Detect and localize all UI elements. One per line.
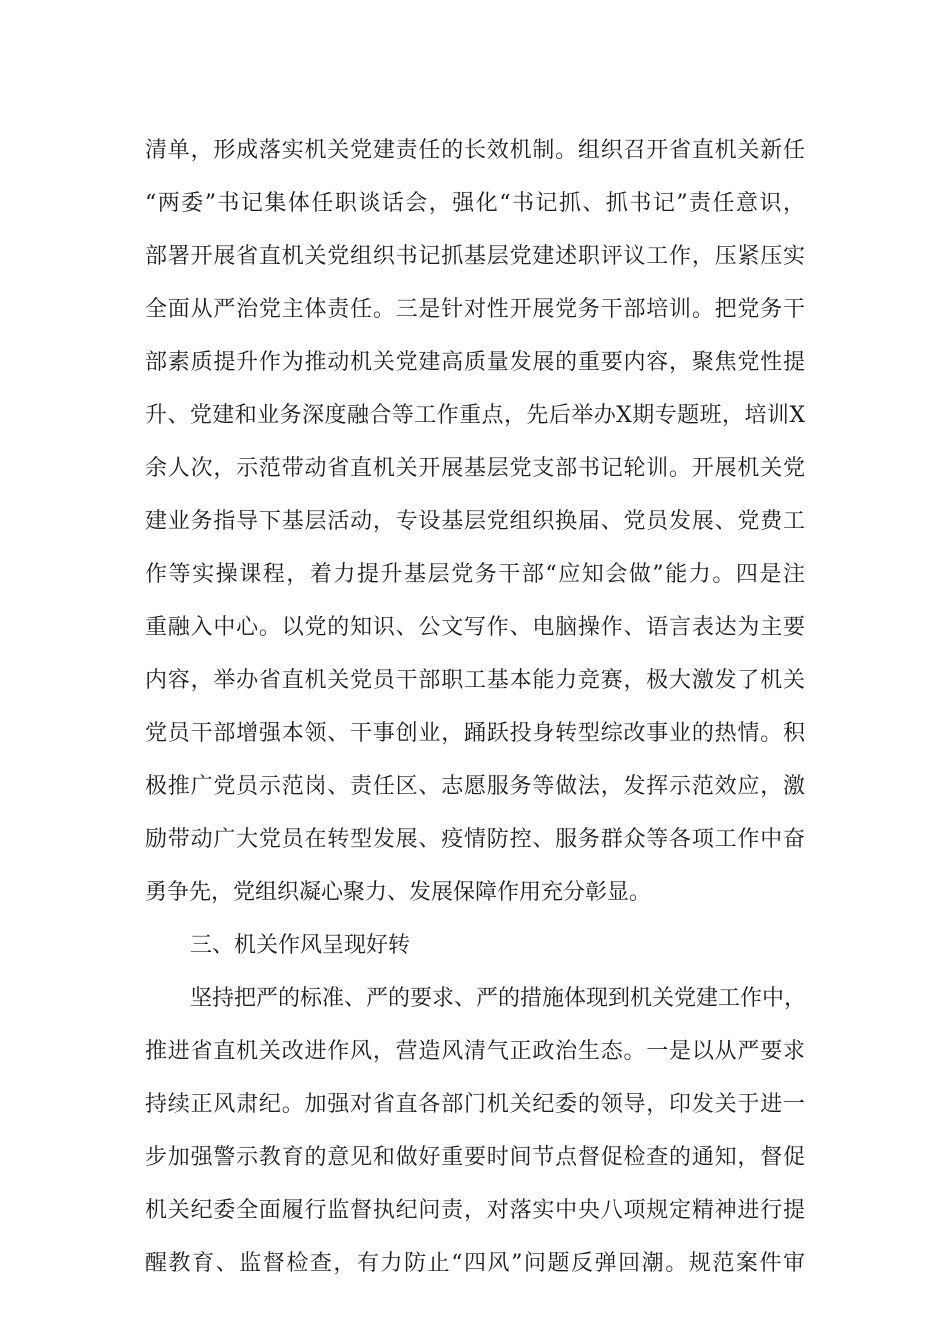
text-line: 坚持把严的标准、严的要求、严的措施体现到机关党建工作中， — [190, 986, 807, 1011]
text-line: 醒教育、监督检查，有力防止“四风”问题反弹回潮。规范案件审 — [145, 1251, 805, 1276]
text-line: 内容，举办省直机关党员干部职工基本能力竞赛，极大激发了机关 — [145, 668, 805, 693]
text-line: 作等实操课程，着力提升基层党务干部“应知会做”能力。四是注 — [145, 562, 805, 587]
text-line: 重融入中心。以党的知识、公文写作、电脑操作、语言表达为主要 — [145, 615, 805, 640]
text-line: 步加强警示教育的意见和做好重要时间节点督促检查的通知，督促 — [145, 1145, 805, 1170]
text-line: 极推广党员示范岗、责任区、志愿服务等做法，发挥示范效应，激 — [145, 774, 805, 799]
text-line: 升、党建和业务深度融合等工作重点，先后举办X期专题班，培训X — [145, 403, 805, 428]
text-line: 持续正风肃纪。加强对省直各部门机关纪委的领导，印发关于进一 — [145, 1092, 805, 1117]
text-line: 余人次，示范带动省直机关开展基层党支部书记轮训。开展机关党 — [145, 456, 805, 481]
text-line: 机关纪委全面履行监督执纪问责，对落实中央八项规定精神进行提 — [145, 1198, 805, 1223]
text-line: 部素质提升作为推动机关党建高质量发展的重要内容，聚焦党性提 — [145, 350, 805, 375]
text-line: 勇争先，党组织凝心聚力、发展保障作用充分彰显。 — [145, 880, 652, 905]
text-line: 部署开展省直机关党组织书记抓基层党建述职评议工作，压紧压实 — [145, 244, 805, 269]
text-line: 清单，形成落实机关党建责任的长效机制。组织召开省直机关新任 — [145, 138, 805, 163]
text-line: “两委”书记集体任职谈话会，强化“书记抓、抓书记”责任意识， — [145, 191, 805, 216]
text-line: 全面从严治党主体责任。三是针对性开展党务干部培训。把党务干 — [145, 297, 805, 322]
section-heading: 三、机关作风呈现好转 — [190, 933, 411, 958]
text-line: 党员干部增强本领、干事创业，踊跃投身转型综改事业的热情。积 — [145, 721, 805, 746]
text-line: 建业务指导下基层活动，专设基层党组织换届、党员发展、党费工 — [145, 509, 805, 534]
text-line: 励带动广大党员在转型发展、疫情防控、服务群众等各项工作中奋 — [145, 827, 805, 852]
text-line: 推进省直机关改进作风，营造风清气正政治生态。一是以从严要求 — [145, 1039, 805, 1064]
